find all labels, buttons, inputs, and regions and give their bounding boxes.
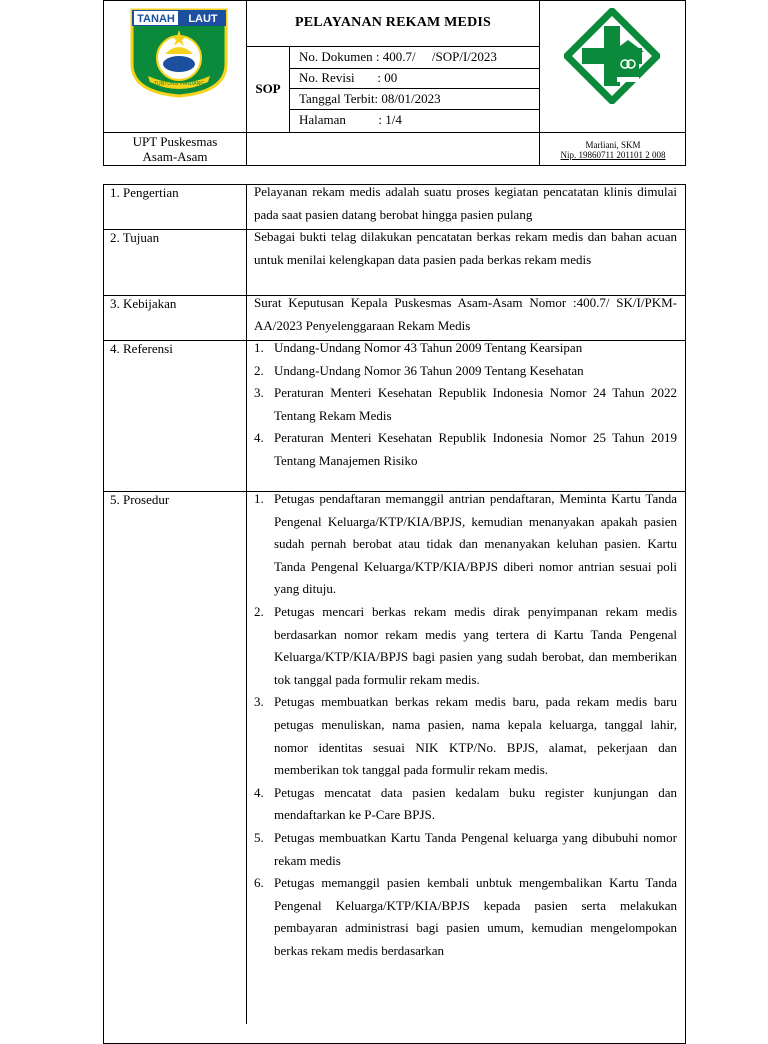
logo-text-laut: LAUT [188, 13, 218, 25]
halaman: Halaman : 1/4 [299, 112, 402, 127]
list-item: 2. Undang-Undang Nomor 36 Tahun 2009 Tentang Kesehatan [254, 362, 584, 378]
logo-ribbon-text: TUNTUNG PANDANG [153, 81, 205, 87]
list-item: 5. Petugas membuatkan Kartu Tanda Pengenal keluarga yang dibubuhi nomor rekam medis [254, 829, 677, 868]
tanggal-terbit: Tanggal Terbit: 08/01/2023 [299, 91, 441, 106]
prosedur-item-text: Petugas mencari berkas rekam medis dirak penyimpanan rekam medis berdasarkan nomor rekam medis yang tertera di Kartu Tanda Pengenal Keluarga/KTP/KIA/BPJS bagi pasien yang sudah berobat, dan memberikan tok tanggal pada formulir rekam medis. [274, 603, 677, 687]
unit-line2: Asam-Asam [142, 149, 208, 164]
document-title: PELAYANAN REKAM MEDIS [294, 15, 492, 30]
list-item: 6. Petugas memanggil pasien kembali unbtuk mengembalikan Kartu Tanda Pengenal Keluarga/KTP/KIA/BPJS kepada pasien serta melakukan pembayaran administrasi bagi pasien umum, kemudian mengelompokan berkas rekam medis berdasarkan [254, 875, 677, 958]
prosedur-item-text: Petugas mencatat data pasien kedalam buku register kunjungan dan mendaftarkan ke P-Care BPJS. [274, 784, 677, 823]
signature-block [540, 140, 686, 160]
prosedur-item-text: Petugas membuatkan Kartu Tanda Pengenal keluarga yang dibubuhi nomor rekam medis [274, 829, 677, 868]
unit-name [104, 134, 246, 164]
prosedur-item-text: Petugas memanggil pasien kembali unbtuk mengembalikan Kartu Tanda Pengenal Keluarga/KTP/KIA/BPJS kepada pasien serta melakukan pembayaran administrasi bagi pasien umum, kemudian mengelompokan berkas rekam medis berdasarkan [274, 875, 677, 958]
header-divider [103, 132, 686, 133]
signer-nip: Nip. 19860711 201101 2 008 [560, 150, 666, 160]
list-item: 1. Undang-Undang Nomor 43 Tahun 2009 Tentang Kearsipan [254, 340, 583, 355]
puskesmas-logo [564, 8, 660, 104]
list-item: 2. Petugas mencari berkas rekam medis dirak penyimpanan rekam medis berdasarkan nomor rekam medis yang tertera di Kartu Tanda Pengenal Keluarga/KTP/KIA/BPJS bagi pasien yang sudah berobat, dan memberikan tok tanggal pada formulir rekam medis. [254, 603, 677, 687]
list-item: 1. Petugas pendaftaran memanggil antrian pendaftaran, Meminta Kartu Tanda Pengenal Keluarga/KTP/KIA/BPJS, kemudian menanyakan apakah pasien sudah pernah berobat atau tidak dan menanyakan keluhan pasien. Kartu Tanda Pengenal Keluarga/KTP/KIA/BPJS diberi nomor antrian sesuai poli yang dituju. [254, 491, 677, 597]
header-divider [289, 46, 290, 132]
prosedur-item-text: Petugas membuatkan berkas rekam medis baru, pada rekam medis baru petugas menuliskan, nama pasien, nama kepala keluarga, tanggal lahir, nomor identitas sesuai NIK KTP/No. BPJS, alamat, pekerjaan dan memberikan tok tanggal pada formulir rekam medis. [274, 694, 677, 778]
content-divider [246, 184, 247, 1024]
list-item: 3. Peraturan Menteri Kesehatan Republik Indonesia Nomor 24 Tahun 2022 Tentang Rekam Medis [254, 385, 677, 423]
list-item: 4. Peraturan Menteri Kesehatan Republik Indonesia Nomor 25 Tahun 2019 Tentang Manajemen Risiko [254, 430, 677, 468]
logo-text-tanah: TANAH [137, 13, 175, 25]
list-item: 4. Petugas mencatat data pasien kedalam buku register kunjungan dan mendaftarkan ke P-Care BPJS. [254, 784, 677, 823]
prosedur-item-text: Petugas pendaftaran memanggil antrian pendaftaran, Meminta Kartu Tanda Pengenal Keluarga/KTP/KIA/BPJS, kemudian menanyakan apakah pasien sudah pernah berobat atau tidak dan menanyakan keluhan pasien. Kartu Tanda Pengenal Keluarga/KTP/KIA/BPJS diberi nomor antrian sesuai poli yang dituju. [274, 491, 677, 597]
text-tujuan: Sebagai bukti telag dilakukan pencatatan berkas rekam medis dan bahan acuan untuk menilai kelengkapan data pasien pada berkas rekam medis [254, 229, 677, 267]
unit-line1: UPT Puskesmas [132, 134, 218, 149]
label-kebijakan: 3. Kebijakan [110, 296, 177, 311]
referensi-item-text: Undang-Undang Nomor 36 Tahun 2009 Tentang Kesehatan [274, 362, 584, 378]
referensi-item-text: Peraturan Menteri Kesehatan Republik Indonesia Nomor 25 Tahun 2019 Tentang Manajemen Risiko [274, 430, 677, 468]
no-dokumen: No. Dokumen : 400.7/ /SOP/I/2023 [299, 49, 497, 64]
referensi-item-text: Peraturan Menteri Kesehatan Republik Indonesia Nomor 24 Tahun 2022 Tentang Rekam Medis [274, 385, 677, 423]
referensi-item-text: Undang-Undang Nomor 43 Tahun 2009 Tentang Kearsipan [274, 340, 583, 355]
list-item: 3. Petugas membuatkan berkas rekam medis baru, pada rekam medis baru petugas menuliskan, nama pasien, nama kepala keluarga, tanggal lahir, nomor identitas sesuai NIK KTP/No. BPJS, alamat, pekerjaan dan memberikan tok tanggal pada formulir rekam medis. [254, 694, 677, 778]
label-tujuan: 2. Tujuan [110, 230, 160, 245]
no-revisi: No. Revisi : 00 [299, 70, 398, 85]
tanah-laut-logo [128, 6, 230, 98]
referensi-list [254, 337, 677, 473]
sop-label: SOP [255, 81, 281, 96]
label-pengertian: 1. Pengertian [110, 185, 179, 200]
signer-name: Marliani, SKM [585, 140, 641, 150]
text-pengertian: Pelayanan rekam medis adalah suatu proses kegiatan pencatatan klinis dimulai pada saat pasien datang berobat hingga pasien pulang [254, 184, 677, 222]
text-kebijakan: Surat Keputusan Kepala Puskesmas Asam-Asam Nomor :400.7/ SK/I/PKM-AA/2023 Penyelenggaraan Rekam Medis [254, 295, 677, 333]
prosedur-list [254, 488, 677, 962]
label-referensi: 4. Referensi [110, 341, 173, 356]
label-prosedur: 5. Prosedur [110, 492, 170, 507]
